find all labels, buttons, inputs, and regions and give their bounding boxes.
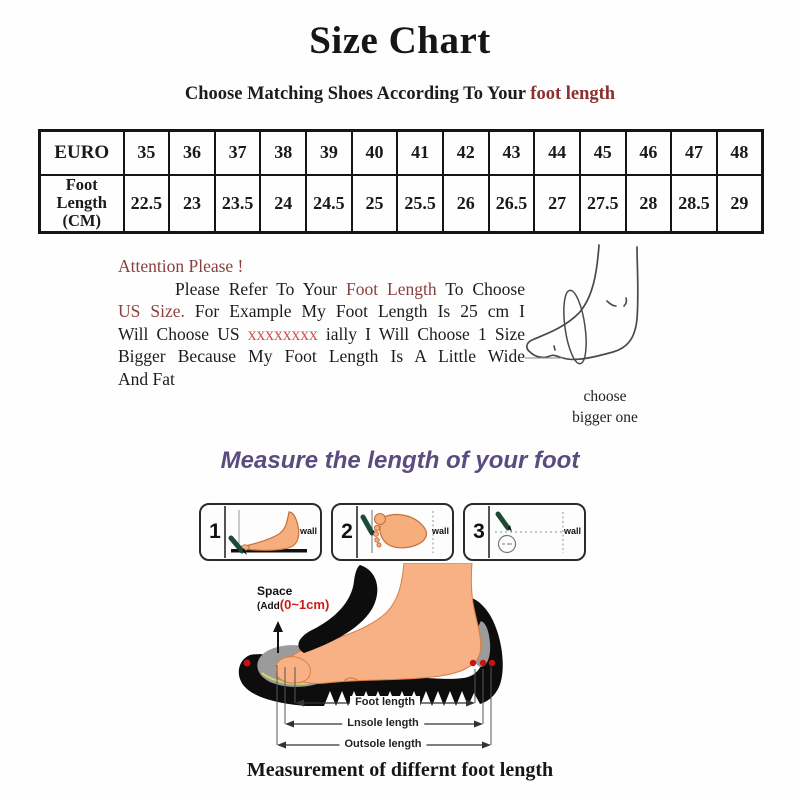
foot-length-cell: 23 <box>169 175 215 233</box>
attention-line-5: Bigger Because My Foot Length Is A Little Wide <box>118 346 525 367</box>
foot-length-cell: 22.5 <box>124 175 170 233</box>
euro-size-cell: 36 <box>169 131 215 175</box>
foot-length-cell: 25.5 <box>397 175 443 233</box>
size-chart-table <box>38 129 764 234</box>
bottom-caption: Measurement of differnt foot length <box>246 759 554 781</box>
euro-header-cell: EURO <box>40 131 124 175</box>
subtitle-prefix: Choose Matching Shoes According To Your <box>184 84 531 104</box>
measure-heading: Measure the length of your foot <box>220 447 580 474</box>
euro-size-cell: 46 <box>626 131 672 175</box>
euro-size-cell: 47 <box>671 131 717 175</box>
attention-line2-start: Please Refer To Your <box>175 278 346 299</box>
foot-length-cell: 26.5 <box>489 175 535 233</box>
side-foot-icon <box>244 512 299 550</box>
space-add-text: (Add <box>257 601 280 612</box>
insole-length-label: Lnsole length <box>342 717 424 729</box>
foot-length-cell: 28.5 <box>671 175 717 233</box>
pen-icon <box>498 514 508 528</box>
euro-size-row <box>40 131 763 175</box>
heel-dot-2 <box>480 660 486 666</box>
attention-line-6: And Fat <box>118 368 175 389</box>
foot-length-cell: 27 <box>534 175 580 233</box>
step2-number: 2 <box>341 520 353 543</box>
foot-length-cell: 25 <box>352 175 398 233</box>
foot-length-row <box>40 175 763 233</box>
euro-size-cell: 45 <box>580 131 626 175</box>
page-title: Size Chart <box>309 19 491 62</box>
foot-length-label: Foot length <box>350 696 420 708</box>
euro-size-cell: 41 <box>397 131 443 175</box>
attention-line4-censored: xxxxxxxx <box>247 323 318 344</box>
euro-size-cell: 37 <box>215 131 261 175</box>
foot-length-cell: 28 <box>626 175 672 233</box>
attention-line2-highlight: Foot Length <box>345 278 437 299</box>
choose-bigger-line2: bigger one <box>572 409 638 426</box>
space-label-line1: Space <box>257 584 293 598</box>
step-box-2 <box>331 503 454 561</box>
space-label-line2 <box>257 598 329 613</box>
step3-wall-label: wall <box>563 526 581 536</box>
foot-length-cell: 26 <box>443 175 489 233</box>
foot-length-cell: 24 <box>260 175 306 233</box>
subtitle <box>0 84 800 105</box>
attention-line-2 <box>118 278 525 301</box>
attention-line-3 <box>118 300 525 323</box>
attention-line2-end: To Choose <box>436 278 525 299</box>
subtitle-highlight: foot length <box>530 84 616 104</box>
attention-line3-highlight: US Size. <box>118 301 185 322</box>
euro-size-cell: 42 <box>443 131 489 175</box>
foot-length-cell: 24.5 <box>306 175 352 233</box>
space-label <box>257 585 329 613</box>
euro-size-cell: 38 <box>260 131 306 175</box>
footprint-icon <box>380 515 427 548</box>
choose-bigger-note <box>540 386 670 428</box>
girth-measure-loop <box>560 289 590 365</box>
step3-number: 3 <box>473 520 485 543</box>
pen-icon <box>363 517 372 533</box>
foot-length-cell: 29 <box>717 175 763 233</box>
attention-line4-start: Will Choose US <box>118 323 248 344</box>
attention-paragraph <box>118 255 525 391</box>
choose-bigger-line1: choose <box>583 388 627 405</box>
foot-shape <box>287 563 481 684</box>
step1-wall-label: wall <box>299 526 317 536</box>
attention-heading: Attention Please ! <box>118 256 244 276</box>
attention-line-4 <box>118 323 525 346</box>
foot-length-header-cell: Foot Length (CM) <box>40 175 124 233</box>
heel-dot-3 <box>489 660 495 666</box>
euro-size-cell: 44 <box>534 131 580 175</box>
foot-length-cell: 27.5 <box>580 175 626 233</box>
measure-steps <box>199 503 586 561</box>
euro-size-cell: 40 <box>352 131 398 175</box>
space-add-red-text: (0~1cm) <box>279 597 330 612</box>
foot-outline-sketch <box>523 241 723 376</box>
toe-dot <box>244 660 251 667</box>
outsole-length-label: Outsole length <box>340 738 427 750</box>
step-box-3 <box>463 503 586 561</box>
heel-dot-1 <box>470 660 476 666</box>
attention-line4-end: ially I Will Choose 1 Size <box>317 323 525 344</box>
foot-length-cell: 23.5 <box>215 175 261 233</box>
euro-size-cell: 39 <box>306 131 352 175</box>
euro-size-cell: 48 <box>717 131 763 175</box>
euro-size-cell: 43 <box>489 131 535 175</box>
euro-size-cell: 35 <box>124 131 170 175</box>
step2-wall-label: wall <box>431 526 449 536</box>
step1-number: 1 <box>209 520 221 543</box>
step-box-1 <box>199 503 322 561</box>
attention-line3-end: For Example My Foot Length Is 25 cm I <box>184 301 526 322</box>
